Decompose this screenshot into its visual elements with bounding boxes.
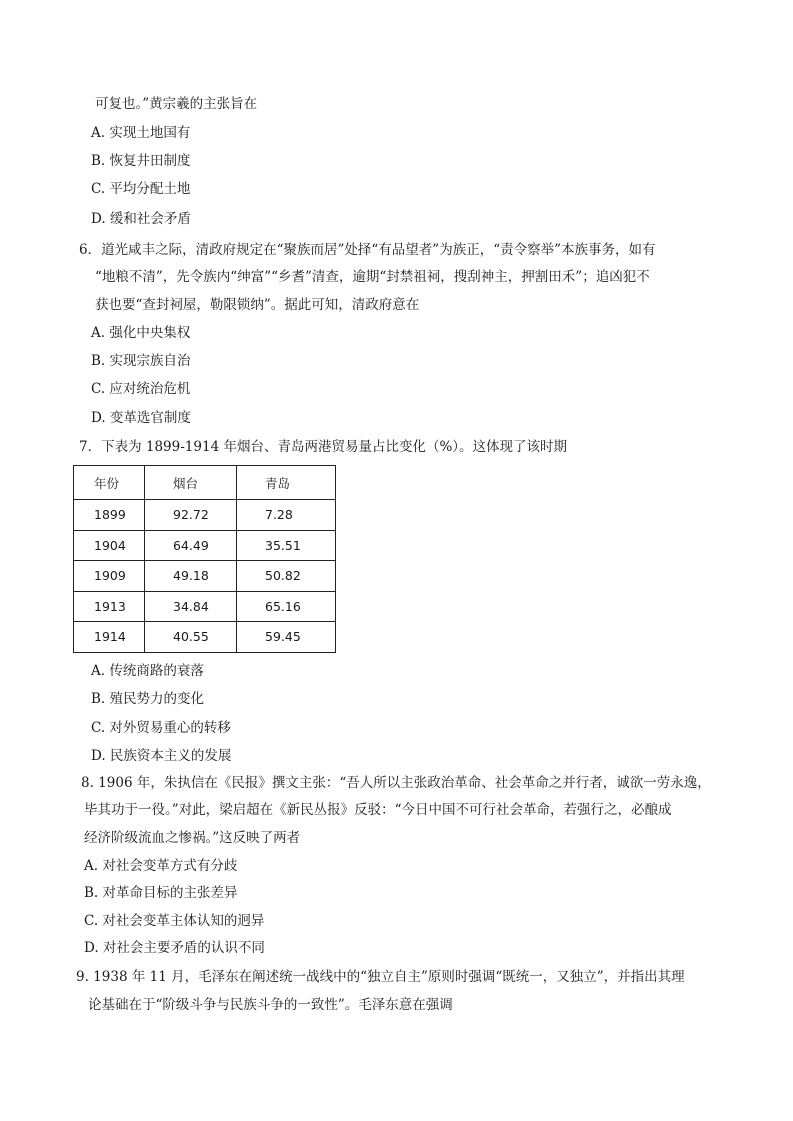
table-cell-qingdao: 35.51 [237,530,336,561]
q7-option-a: A. 传统商路的衰落 [91,663,204,679]
table-row [74,500,336,531]
q8-stem-line-2: 毕其功于一役。”对此，梁启超在《新民丛报》反驳：“今日中国不可行社会革命，若强行之，必酿成 [84,802,672,818]
table-row [74,622,336,653]
table-cell-qingdao: 65.16 [237,591,336,622]
q6-option-a: A. 强化中央集权 [91,325,191,341]
table-header-yantai: 烟台 [145,466,237,500]
table-cell-year: 1904 [74,530,145,561]
table-row [74,561,336,592]
q8-option-c: C. 对社会变革主体认知的迥异 [84,913,265,929]
table-header-row [74,466,336,500]
q6-option-d: D. 变革选官制度 [91,410,191,426]
table-header-year: 年份 [74,466,145,500]
q6-stem-line-3: 获也要“查封祠屋，勒限锁纳”。据此可知，清政府意在 [95,297,420,313]
table-cell-yantai: 92.72 [145,500,237,531]
q8-stem-line-1: 8. 1906 年，朱执信在《民报》撰文主张：“吾人所以主张政治革命、社会革命之并行者，诚欲一劳永逸， [81,775,711,791]
q6-stem-line-1: 6．道光咸丰之际，清政府规定在“聚族而居”处择“有品望者”为族正，“责令察举”本族事务，如有 [79,242,656,258]
q8-option-b: B. 对革命目标的主张差异 [84,885,238,901]
table-cell-yantai: 40.55 [145,622,237,653]
q7-stem: 7．下表为 1899-1914 年烟台、青岛两港贸易量占比变化（%）。这体现了该时期 [79,439,568,455]
q7-option-d: D. 民族资本主义的发展 [91,748,232,764]
table-cell-qingdao: 7.28 [237,500,336,531]
q8-option-d: D. 对社会主要矛盾的认识不同 [84,940,265,956]
table-cell-qingdao: 59.45 [237,622,336,653]
q5-option-a: A. 实现土地国有 [91,125,191,141]
table-row [74,591,336,622]
q9-stem-line-2: 论基础在于“阶级斗争与民族斗争的一致性”。毛泽东意在强调 [88,997,453,1013]
q6-option-b: B. 实现宗族自治 [91,353,191,369]
q5-stem-tail: 可复也。”黄宗羲的主张旨在 [95,96,258,112]
q7-option-c: C. 对外贸易重心的转移 [91,720,231,736]
table-cell-year: 1909 [74,561,145,592]
table-cell-year: 1913 [74,591,145,622]
table-cell-yantai: 34.84 [145,591,237,622]
table-cell-yantai: 49.18 [145,561,237,592]
q5-option-c: C. 平均分配土地 [91,181,191,197]
table-cell-qingdao: 50.82 [237,561,336,592]
q7-option-b: B. 殖民势力的变化 [91,691,205,707]
table-cell-year: 1899 [74,500,145,531]
q8-option-a: A. 对社会变革方式有分歧 [84,858,238,874]
q5-option-b: B. 恢复井田制度 [91,153,191,169]
table-cell-year: 1914 [74,622,145,653]
table-row [74,530,336,561]
q6-stem-line-2: “地粮不清”，先令族内“绅富”“乡耆”清查，逾期“封禁祖祠，搜刮神主，押割田禾”；追凶犯不 [95,269,650,285]
q8-stem-line-3: 经济阶级流血之惨祸。”这反映了两者 [84,830,301,846]
q6-option-c: C. 应对统治危机 [91,381,191,397]
q5-option-d: D. 缓和社会矛盾 [91,211,191,227]
q9-stem-line-1: 9. 1938 年 11 月，毛泽东在阐述统一战线中的“独立自主”原则时强调“既统一，又独立”，并指出其理 [76,969,685,985]
table-cell-yantai: 64.49 [145,530,237,561]
table-header-qingdao: 青岛 [237,466,336,500]
trade-share-table [73,465,336,653]
